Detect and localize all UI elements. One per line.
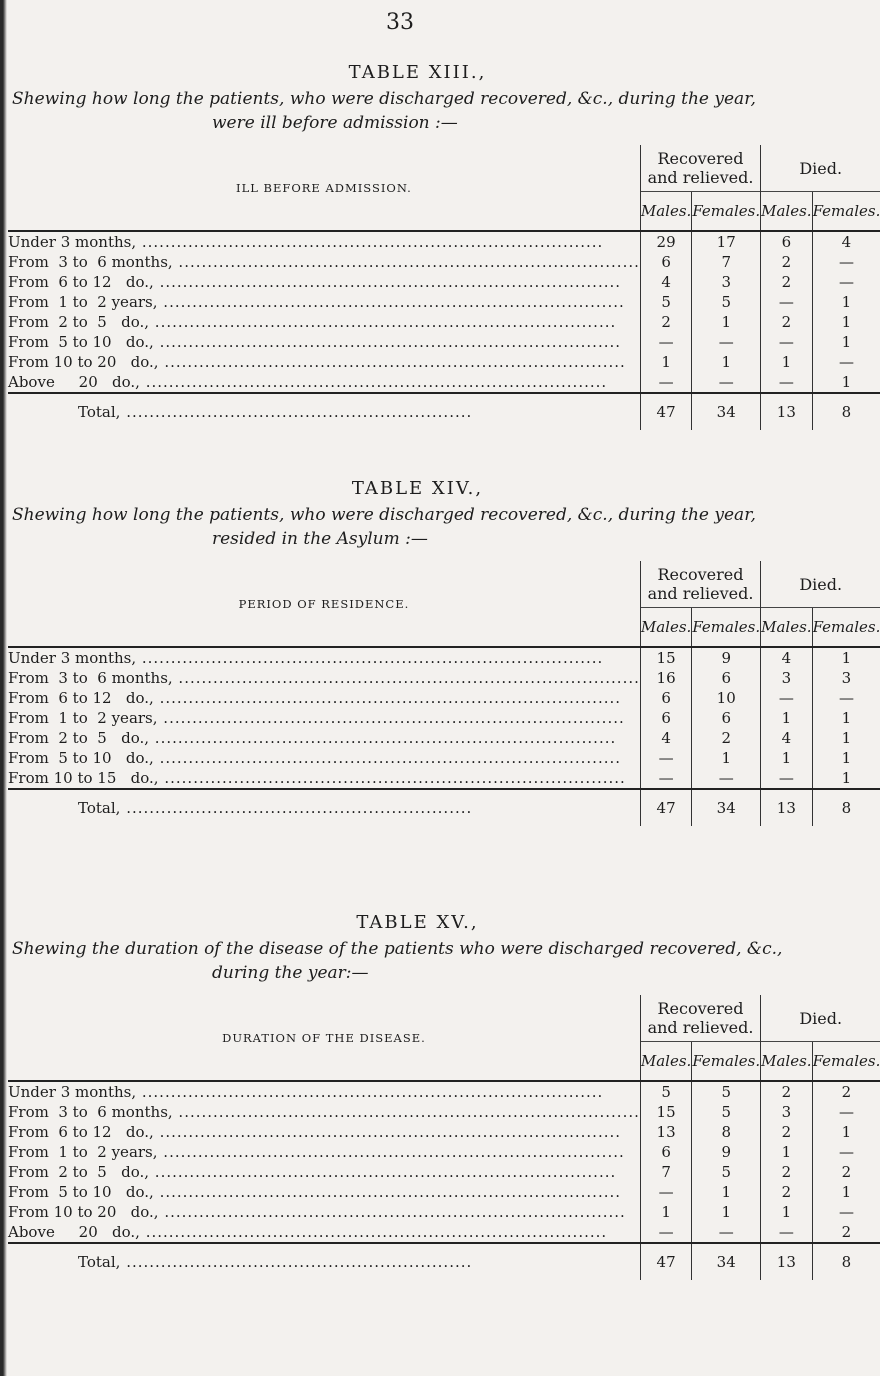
died-group-header: Died. <box>761 995 880 1042</box>
value-cell-dm: 2 <box>761 1182 812 1202</box>
row-label: Above 20 do., <box>8 373 140 391</box>
value-cell-rm: — <box>640 1182 691 1202</box>
value-cell-rm: — <box>640 1222 691 1243</box>
leader-dots: ............................................................ <box>120 1253 473 1271</box>
row-label: From 5 to 10 do., <box>8 1183 154 1201</box>
value-cell-rm: — <box>640 372 691 393</box>
row-label: From 1 to 2 years, <box>8 1143 158 1161</box>
value-cell-df: 1 <box>812 312 880 332</box>
row-label-cell <box>8 768 640 789</box>
leader-dots: ................................................................................ <box>157 293 625 311</box>
value-cell-dm: 2 <box>761 1122 812 1142</box>
row-label-cell <box>8 352 640 372</box>
value-cell-dm: 6 <box>761 231 812 252</box>
row-label: From 1 to 2 years, <box>8 709 158 727</box>
table-title: TABLE XIII., <box>348 62 487 83</box>
total-label-cell <box>8 1243 640 1280</box>
value-cell-dm: — <box>761 768 812 789</box>
value-cell-rm: 6 <box>640 708 691 728</box>
leader-dots: ................................................................................ <box>158 1203 626 1221</box>
value-cell-rm: 6 <box>640 1142 691 1162</box>
leader-dots: ................................................................................ <box>149 729 617 747</box>
row-label: From 6 to 12 do., <box>8 689 154 707</box>
header-row-groups <box>8 995 880 1042</box>
table-row <box>8 252 880 272</box>
leader-dots: ................................................................................ <box>158 353 626 371</box>
value-cell-df: 1 <box>812 1182 880 1202</box>
table-row <box>8 372 880 393</box>
table-row <box>8 1182 880 1202</box>
value-cell-df: 2 <box>812 1081 880 1102</box>
table-xiv-section <box>0 478 880 826</box>
total-row <box>8 1243 880 1280</box>
row-label-cell <box>8 372 640 393</box>
value-cell-dm: — <box>761 332 812 352</box>
table-row <box>8 1222 880 1243</box>
table-row <box>8 728 880 748</box>
value-cell-rf: 1 <box>692 1202 761 1222</box>
value-cell-rm: — <box>640 748 691 768</box>
leader-dots: ................................................................................ <box>158 769 626 787</box>
total-cell-rf: 34 <box>692 393 761 430</box>
leader-dots: ................................................................................ <box>136 233 604 251</box>
table-caption <box>12 87 800 135</box>
value-cell-rm: 7 <box>640 1162 691 1182</box>
table-row <box>8 312 880 332</box>
row-label-cell <box>8 1122 640 1142</box>
total-label: Total, <box>78 799 121 817</box>
recovered-females-header: Females. <box>692 192 761 232</box>
row-label: Under 3 months, <box>8 649 137 667</box>
row-label-cell <box>8 708 640 728</box>
row-label-cell <box>8 272 640 292</box>
caption-line-2: resided in the Asylum :— <box>212 529 428 549</box>
value-cell-rm: 15 <box>640 647 691 668</box>
table-row <box>8 272 880 292</box>
row-label: From 2 to 5 do., <box>8 313 150 331</box>
value-cell-rf: 5 <box>692 1102 761 1122</box>
leader-dots: ................................................................................ <box>153 749 622 767</box>
value-cell-df: 1 <box>812 292 880 312</box>
value-cell-df: 1 <box>812 708 880 728</box>
died-group-header: Died. <box>761 561 880 608</box>
value-cell-df: — <box>812 688 880 708</box>
table-row <box>8 768 880 789</box>
value-cell-dm: 2 <box>761 1081 812 1102</box>
value-cell-rf: 1 <box>692 352 761 372</box>
row-label-cell <box>8 728 640 748</box>
total-label: Total, <box>78 1253 121 1271</box>
value-cell-dm: 3 <box>761 1102 812 1122</box>
recovered-females-header: Females. <box>692 608 761 648</box>
value-cell-dm: — <box>761 688 812 708</box>
row-label: Above 20 do., <box>8 1223 140 1241</box>
value-cell-rf: 1 <box>692 312 761 332</box>
table-row <box>8 1122 880 1142</box>
value-cell-df: 1 <box>812 372 880 393</box>
row-label-cell <box>8 252 640 272</box>
value-cell-rm: 4 <box>640 728 691 748</box>
value-cell-df: — <box>812 1142 880 1162</box>
recovered-group-header: Recovered and relieved. <box>640 145 760 192</box>
row-header-label: DURATION OF THE DISEASE. <box>8 995 640 1081</box>
total-label: Total, <box>78 403 121 421</box>
value-cell-rf: 1 <box>692 1182 761 1202</box>
table-caption <box>12 937 800 985</box>
statistics-table <box>8 561 880 826</box>
value-cell-rm: 1 <box>640 1202 691 1222</box>
value-cell-df: 3 <box>812 668 880 688</box>
value-cell-rm: 15 <box>640 1102 691 1122</box>
leader-dots: ................................................................................ <box>139 1223 608 1241</box>
caption-line-1: Shewing how long the patients, who were discharged recovered, &c., during the year, <box>12 89 756 109</box>
value-cell-df: 1 <box>812 1122 880 1142</box>
total-cell-df: 8 <box>812 789 880 826</box>
row-label: From 3 to 6 months, <box>8 669 173 687</box>
value-cell-rf: 9 <box>692 1142 761 1162</box>
total-cell-rf: 34 <box>692 1243 761 1280</box>
died-females-header: Females. <box>812 192 880 232</box>
value-cell-dm: 1 <box>761 708 812 728</box>
value-cell-rm: 6 <box>640 252 691 272</box>
value-cell-rf: 10 <box>692 688 761 708</box>
row-label-cell <box>8 1162 640 1182</box>
died-females-header: Females. <box>812 1042 880 1082</box>
row-label-cell <box>8 647 640 668</box>
value-cell-df: 1 <box>812 332 880 352</box>
table-row <box>8 1081 880 1102</box>
row-label: From 3 to 6 months, <box>8 253 173 271</box>
died-males-header: Males. <box>761 608 812 648</box>
value-cell-dm: 4 <box>761 728 812 748</box>
value-cell-rm: 4 <box>640 272 691 292</box>
leader-dots: ................................................................................ <box>172 1103 640 1121</box>
total-cell-dm: 13 <box>761 789 812 826</box>
row-label: From 10 to 20 do., <box>8 353 159 371</box>
row-label-cell <box>8 292 640 312</box>
value-cell-rf: 6 <box>692 708 761 728</box>
died-group-header: Died. <box>761 145 880 192</box>
table-row <box>8 1102 880 1122</box>
value-cell-rf: — <box>692 1222 761 1243</box>
value-cell-dm: 1 <box>761 748 812 768</box>
value-cell-rm: 29 <box>640 231 691 252</box>
row-label-cell <box>8 668 640 688</box>
row-label-cell <box>8 312 640 332</box>
recovered-females-header: Females. <box>692 1042 761 1082</box>
leader-dots: ................................................................................ <box>149 1163 617 1181</box>
total-cell-rm: 47 <box>640 393 691 430</box>
value-cell-df: 2 <box>812 1162 880 1182</box>
value-cell-rf: — <box>692 768 761 789</box>
value-cell-rm: — <box>640 332 691 352</box>
value-cell-rf: 8 <box>692 1122 761 1142</box>
value-cell-rm: 13 <box>640 1122 691 1142</box>
total-row <box>8 789 880 826</box>
value-cell-rf: — <box>692 332 761 352</box>
value-cell-df: 1 <box>812 748 880 768</box>
leader-dots: ................................................................................ <box>139 373 608 391</box>
leader-dots: ................................................................................ <box>153 273 622 291</box>
page-number: 33 <box>386 10 414 35</box>
value-cell-rm: 5 <box>640 292 691 312</box>
value-cell-rf: — <box>692 372 761 393</box>
value-cell-dm: 2 <box>761 312 812 332</box>
statistics-table <box>8 995 880 1280</box>
value-cell-dm: — <box>761 1222 812 1243</box>
caption-line-1: Shewing the duration of the disease of the patients who were discharged recovered, &c., <box>12 939 783 959</box>
recovered-males-header: Males. <box>640 192 691 232</box>
recovered-group-header: Recovered and relieved. <box>640 561 760 608</box>
table-caption <box>12 503 800 551</box>
row-label: From 2 to 5 do., <box>8 1163 150 1181</box>
leader-dots: ................................................................................ <box>157 1143 625 1161</box>
value-cell-rf: 5 <box>692 1081 761 1102</box>
row-label-cell <box>8 1222 640 1243</box>
value-cell-rf: 7 <box>692 252 761 272</box>
value-cell-dm: 2 <box>761 272 812 292</box>
value-cell-df: — <box>812 272 880 292</box>
value-cell-df: 2 <box>812 1222 880 1243</box>
leader-dots: ................................................................................ <box>136 649 604 667</box>
table-xv-section <box>0 912 880 1280</box>
table-row <box>8 748 880 768</box>
table-xiii-section <box>0 62 880 430</box>
value-cell-rf: 5 <box>692 1162 761 1182</box>
table-row <box>8 708 880 728</box>
leader-dots: ................................................................................ <box>149 313 617 331</box>
died-males-header: Males. <box>761 1042 812 1082</box>
leader-dots: ................................................................................ <box>153 1183 622 1201</box>
row-label: From 1 to 2 years, <box>8 293 158 311</box>
recovered-group-header: Recovered and relieved. <box>640 995 760 1042</box>
table-row <box>8 647 880 668</box>
value-cell-dm: — <box>761 292 812 312</box>
row-label-cell <box>8 748 640 768</box>
header-row-groups <box>8 561 880 608</box>
total-cell-dm: 13 <box>761 393 812 430</box>
total-label-cell <box>8 789 640 826</box>
total-cell-df: 8 <box>812 1243 880 1280</box>
died-males-header: Males. <box>761 192 812 232</box>
value-cell-rf: 6 <box>692 668 761 688</box>
row-label: Under 3 months, <box>8 233 137 251</box>
total-cell-df: 8 <box>812 393 880 430</box>
row-label: From 5 to 10 do., <box>8 749 154 767</box>
value-cell-df: — <box>812 352 880 372</box>
table-row <box>8 1142 880 1162</box>
row-label-cell <box>8 1102 640 1122</box>
row-label-cell <box>8 1202 640 1222</box>
leader-dots: ................................................................................ <box>172 253 640 271</box>
row-label: From 6 to 12 do., <box>8 273 154 291</box>
value-cell-df: 1 <box>812 728 880 748</box>
total-label-cell <box>8 393 640 430</box>
row-label-cell <box>8 1182 640 1202</box>
table-row <box>8 1162 880 1182</box>
value-cell-rf: 3 <box>692 272 761 292</box>
value-cell-dm: 1 <box>761 1202 812 1222</box>
value-cell-dm: — <box>761 372 812 393</box>
row-label-cell <box>8 1081 640 1102</box>
value-cell-rf: 9 <box>692 647 761 668</box>
value-cell-df: — <box>812 252 880 272</box>
value-cell-rm: 16 <box>640 668 691 688</box>
value-cell-df: — <box>812 1102 880 1122</box>
recovered-males-header: Males. <box>640 608 691 648</box>
value-cell-dm: 2 <box>761 252 812 272</box>
leader-dots: ................................................................................ <box>153 333 622 351</box>
header-row-groups <box>8 145 880 192</box>
total-row <box>8 393 880 430</box>
row-label: From 10 to 20 do., <box>8 1203 159 1221</box>
table-row <box>8 292 880 312</box>
value-cell-rf: 1 <box>692 748 761 768</box>
value-cell-dm: 1 <box>761 352 812 372</box>
total-cell-dm: 13 <box>761 1243 812 1280</box>
row-label: From 3 to 6 months, <box>8 1103 173 1121</box>
table-row <box>8 231 880 252</box>
row-label-cell <box>8 332 640 352</box>
leader-dots: ................................................................................ <box>153 689 622 707</box>
row-label: From 5 to 10 do., <box>8 333 154 351</box>
row-label-cell <box>8 1142 640 1162</box>
value-cell-dm: 2 <box>761 1162 812 1182</box>
died-females-header: Females. <box>812 608 880 648</box>
leader-dots: ............................................................ <box>120 799 473 817</box>
row-label: From 10 to 15 do., <box>8 769 159 787</box>
value-cell-dm: 4 <box>761 647 812 668</box>
value-cell-df: 1 <box>812 647 880 668</box>
table-row <box>8 332 880 352</box>
value-cell-rm: — <box>640 768 691 789</box>
row-label-cell <box>8 231 640 252</box>
leader-dots: ................................................................................ <box>157 709 625 727</box>
row-label: Under 3 months, <box>8 1083 137 1101</box>
caption-line-2: during the year:— <box>212 963 369 983</box>
table-row <box>8 1202 880 1222</box>
value-cell-df: 1 <box>812 768 880 789</box>
leader-dots: ................................................................................ <box>136 1083 604 1101</box>
value-cell-rm: 2 <box>640 312 691 332</box>
value-cell-df: 4 <box>812 231 880 252</box>
total-cell-rm: 47 <box>640 1243 691 1280</box>
table-row <box>8 352 880 372</box>
table-row <box>8 668 880 688</box>
row-header-label: PERIOD OF RESIDENCE. <box>8 561 640 647</box>
table-title: TABLE XV., <box>356 912 479 933</box>
value-cell-dm: 1 <box>761 1142 812 1162</box>
recovered-males-header: Males. <box>640 1042 691 1082</box>
leader-dots: ............................................................ <box>120 403 473 421</box>
leader-dots: ................................................................................ <box>172 669 640 687</box>
value-cell-rm: 6 <box>640 688 691 708</box>
value-cell-rf: 17 <box>692 231 761 252</box>
table-row <box>8 688 880 708</box>
value-cell-rf: 2 <box>692 728 761 748</box>
value-cell-rm: 5 <box>640 1081 691 1102</box>
value-cell-rm: 1 <box>640 352 691 372</box>
table-title: TABLE XIV., <box>351 478 484 499</box>
row-label: From 2 to 5 do., <box>8 729 150 747</box>
value-cell-dm: 3 <box>761 668 812 688</box>
row-label: From 6 to 12 do., <box>8 1123 154 1141</box>
total-cell-rf: 34 <box>692 789 761 826</box>
caption-line-2: were ill before admission :— <box>212 113 458 133</box>
value-cell-df: — <box>812 1202 880 1222</box>
value-cell-rf: 5 <box>692 292 761 312</box>
leader-dots: ................................................................................ <box>153 1123 622 1141</box>
row-header-label: ILL BEFORE ADMISSION. <box>8 145 640 231</box>
total-cell-rm: 47 <box>640 789 691 826</box>
caption-line-1: Shewing how long the patients, who were discharged recovered, &c., during the year, <box>12 505 756 525</box>
statistics-table <box>8 145 880 430</box>
row-label-cell <box>8 688 640 708</box>
